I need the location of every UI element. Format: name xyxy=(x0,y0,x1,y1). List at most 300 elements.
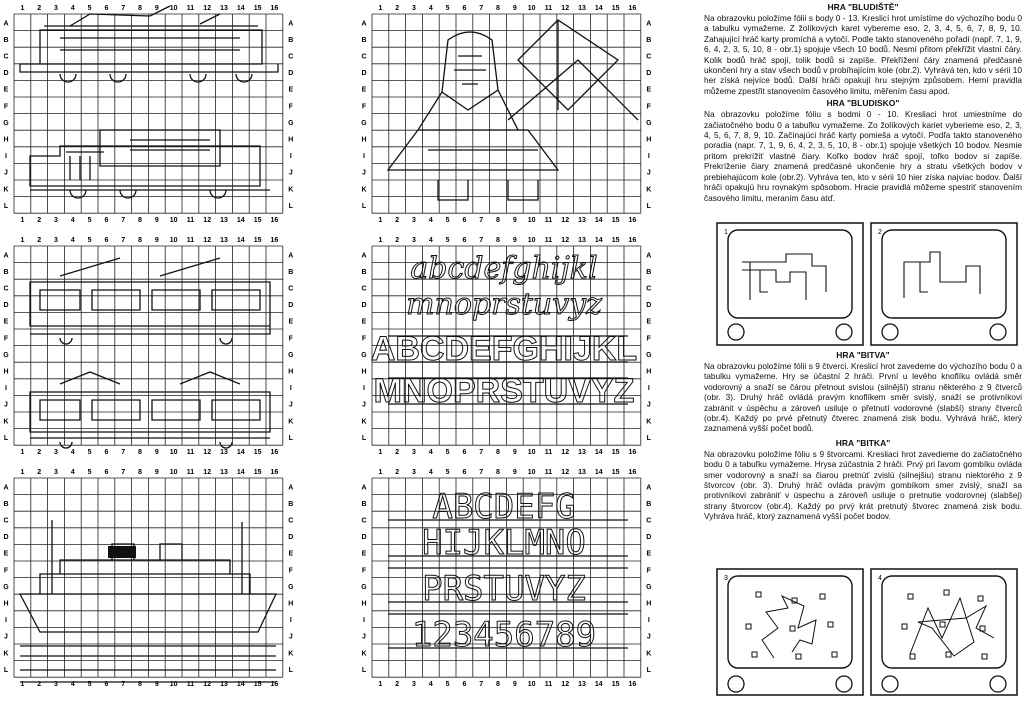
col-label-top: 16 xyxy=(270,237,279,244)
row-label-right: D xyxy=(288,302,294,310)
col-label-bottom: 8 xyxy=(496,681,500,689)
col-label-top: 12 xyxy=(561,237,570,244)
row-label-right: A xyxy=(288,20,294,28)
row-label-right: C xyxy=(288,285,294,293)
row-label-left: J xyxy=(4,633,8,641)
row-label-right: K xyxy=(288,418,294,426)
col-label-top: 13 xyxy=(578,469,586,476)
col-label-top: 4 xyxy=(428,5,433,12)
row-label-right: L xyxy=(288,202,293,210)
row-label-right: A xyxy=(288,484,294,492)
row-label-left: E xyxy=(3,318,9,326)
row-label-right: H xyxy=(288,600,294,608)
col-label-bottom: 13 xyxy=(578,217,586,225)
row-label-right: F xyxy=(646,103,651,111)
col-label-top: 14 xyxy=(594,237,603,244)
row-label-right: D xyxy=(288,70,294,78)
row-label-left: C xyxy=(361,53,367,61)
grid-svg xyxy=(0,464,292,697)
col-label-bottom: 16 xyxy=(270,681,279,689)
col-label-top: 7 xyxy=(121,469,126,476)
col-label-top: 2 xyxy=(37,5,42,12)
col-label-bottom: 6 xyxy=(104,681,109,689)
figure-3-svg xyxy=(716,568,864,696)
row-label-right: J xyxy=(288,401,293,409)
row-label-right: K xyxy=(646,650,652,658)
row-label-left: A xyxy=(361,484,367,492)
section-title-bitka: HRA "BITKA" xyxy=(835,437,891,448)
row-label-right: K xyxy=(646,418,652,426)
row-label-left: G xyxy=(361,351,367,359)
rules-column xyxy=(704,2,1022,205)
col-label-top: 11 xyxy=(186,5,195,12)
row-label-right: H xyxy=(646,368,652,376)
col-label-bottom: 12 xyxy=(561,681,570,689)
row-label-right: A xyxy=(646,252,652,260)
row-label-right: G xyxy=(288,351,294,359)
col-label-top: 4 xyxy=(70,5,75,12)
row-label-right: F xyxy=(288,103,293,111)
col-label-top: 2 xyxy=(395,237,400,244)
col-label-bottom: 15 xyxy=(611,681,620,689)
col-label-top: 1 xyxy=(20,5,25,12)
rules-column-lower xyxy=(704,350,1022,524)
row-label-left: H xyxy=(361,368,367,376)
row-label-right: I xyxy=(647,385,650,393)
row-label-left: L xyxy=(361,202,367,210)
col-label-top: 4 xyxy=(428,469,433,476)
row-label-right: H xyxy=(288,136,294,144)
col-label-bottom: 14 xyxy=(236,217,245,225)
col-label-top: 16 xyxy=(270,469,279,476)
grid-svg xyxy=(358,0,650,230)
row-label-left: E xyxy=(3,550,9,558)
col-label-bottom: 1 xyxy=(20,217,25,225)
section-body-bitka: Na obrazovku položíme fóliu s 9 štvorcami. Kresliaci hrot zavedieme do začiatočného bodu 0 a tabuľku vymažeme. Hrysa zúčastnia 2 hráči. Prvý pri ľavom gombíku ovláda smer vodorovný a snaží sa čiarou pretnúť zvislú (silnejšiu) stranu niektorého z 9 štvorcov (obr. 3). Druhý hráč ovláda pravým gombíkom smer zvislý, snaží sa protivníkovi zabrániť v úspechu a zároveň usiluje o pretnutie vodorovnej (slabšej) strany štvorcov (obr.4). Každý po prvý krát pretnutý štvorec znamená zisk bodu. Vyhráva hráč, ktorý zaznamená vyšší počet bodov. xyxy=(704,448,1022,522)
col-label-top: 10 xyxy=(527,237,536,244)
row-label-right: L xyxy=(288,666,293,674)
panel-stencil-letters xyxy=(358,464,650,697)
row-label-right: C xyxy=(646,517,652,525)
row-label-right: D xyxy=(646,302,652,310)
row-label-left: A xyxy=(361,252,367,260)
col-label-top: 6 xyxy=(104,469,109,476)
col-label-bottom: 12 xyxy=(203,681,212,689)
row-label-right: B xyxy=(646,36,652,44)
col-label-top: 3 xyxy=(54,237,58,244)
col-label-bottom: 7 xyxy=(479,681,484,689)
row-label-right: E xyxy=(646,86,652,94)
col-label-top: 5 xyxy=(87,469,92,476)
col-label-bottom: 2 xyxy=(395,217,400,225)
row-label-right: F xyxy=(646,335,651,343)
row-label-left: C xyxy=(3,517,9,525)
section-title-bludiste: HRA "BLUDIŠTĚ" xyxy=(827,2,899,12)
col-label-bottom: 14 xyxy=(236,449,245,457)
col-label-top: 2 xyxy=(37,469,42,476)
panel-script-letters xyxy=(358,232,650,462)
section-title-bludisko: HRA "BLUDISKO" xyxy=(826,98,900,109)
panel-electric-locomotive xyxy=(0,0,292,230)
row-label-left: J xyxy=(362,401,366,409)
col-label-top: 3 xyxy=(54,5,58,12)
grid-lines xyxy=(14,14,283,213)
col-label-bottom: 4 xyxy=(428,217,433,225)
col-label-top: 15 xyxy=(611,237,620,244)
col-label-top: 10 xyxy=(527,5,536,12)
figure-1-svg xyxy=(716,222,864,346)
row-label-left: I xyxy=(5,385,7,393)
row-label-right: L xyxy=(288,434,293,442)
col-label-top: 11 xyxy=(186,237,195,244)
col-label-top: 16 xyxy=(628,237,637,244)
col-label-bottom: 8 xyxy=(496,217,500,225)
col-label-bottom: 7 xyxy=(121,681,126,689)
row-label-right: G xyxy=(646,351,652,359)
row-label-left: H xyxy=(361,600,367,608)
stencil-line-2: HIJKLMNO xyxy=(422,523,586,563)
col-label-bottom: 1 xyxy=(378,681,383,689)
col-label-bottom: 10 xyxy=(527,449,536,457)
row-label-right: J xyxy=(288,633,293,641)
col-label-top: 7 xyxy=(121,237,126,244)
col-label-bottom: 5 xyxy=(445,217,450,225)
col-label-top: 3 xyxy=(54,469,58,476)
row-label-left: C xyxy=(3,285,9,293)
col-label-top: 7 xyxy=(121,5,126,12)
col-label-top: 8 xyxy=(138,5,142,12)
row-label-left: G xyxy=(361,583,367,591)
col-label-top: 14 xyxy=(236,469,245,476)
col-label-bottom: 2 xyxy=(395,681,400,689)
col-label-bottom: 5 xyxy=(445,449,450,457)
row-label-right: J xyxy=(646,401,651,409)
row-label-right: A xyxy=(288,252,294,260)
row-label-right: B xyxy=(288,500,294,508)
stencil-line-3: PRSTUVYZ xyxy=(422,569,586,609)
col-label-bottom: 7 xyxy=(121,217,126,225)
col-label-top: 7 xyxy=(479,469,484,476)
col-label-bottom: 8 xyxy=(138,681,142,689)
figure-4-label: 4 xyxy=(878,575,882,582)
row-label-right: K xyxy=(646,186,652,194)
row-label-left: F xyxy=(3,103,9,111)
row-label-left: K xyxy=(361,186,367,194)
row-label-right: C xyxy=(646,53,652,61)
col-label-bottom: 5 xyxy=(87,449,92,457)
col-label-bottom: 13 xyxy=(220,217,228,225)
col-label-top: 6 xyxy=(462,5,467,12)
col-label-bottom: 3 xyxy=(412,681,416,689)
row-label-right: B xyxy=(646,500,652,508)
col-label-top: 8 xyxy=(496,5,500,12)
col-label-top: 13 xyxy=(220,5,228,12)
row-label-right: D xyxy=(288,534,294,542)
row-label-left: G xyxy=(3,119,9,127)
row-label-right: F xyxy=(288,335,293,343)
col-label-bottom: 6 xyxy=(104,217,109,225)
col-label-bottom: 11 xyxy=(186,449,195,457)
row-label-right: E xyxy=(288,318,294,326)
cursive-line-1: abcdefghijkl xyxy=(410,251,598,286)
section-body-bludiste: Na obrazovku položíme fólii s body 0 - 13. Kreslicí hrot umístíme do výchozího bodu 0 a tabulku vymažeme. Z žolíkových karet vybereme eso, 2, 3, 4, 5, 6, 7, 8, 9, 10. Zahajující hráč karty promíchá a vytočí. Podle takto stanoveného pořadí (např. 7, 1, 9, 6, 4, 2, 3, 5, 10, 8 - obr.1) spojuje všech 10 bodů. Nesmí přitom překřížit vlastní čáry. Kolik bodů hráč spojí, tolik bodů si zapíše. Překřížení čáry znamená předčasné ukončení hry a stav všech bodů v probíhajícím kole (obr.2). Vyhrává ten, kdo v sérii 10 her získá nejvíce bodů. Další hráči opakují hru stejným způsobem. Herní pravidla můžeme zpestřit stanovením časového limitu, měřením času apod. xyxy=(704,13,1022,96)
col-label-top: 15 xyxy=(253,5,262,12)
col-label-bottom: 7 xyxy=(479,449,484,457)
col-label-bottom: 3 xyxy=(54,681,58,689)
col-label-top: 1 xyxy=(378,237,383,244)
figure-4-screen xyxy=(870,568,1018,696)
row-label-left: G xyxy=(361,119,367,127)
col-label-bottom: 14 xyxy=(594,449,603,457)
col-label-top: 9 xyxy=(512,5,517,12)
col-label-bottom: 16 xyxy=(270,217,279,225)
col-label-bottom: 11 xyxy=(544,681,553,689)
col-label-bottom: 3 xyxy=(412,217,416,225)
col-label-top: 1 xyxy=(378,5,383,12)
col-label-top: 16 xyxy=(270,5,279,12)
col-label-top: 14 xyxy=(594,5,603,12)
row-label-right: J xyxy=(646,633,651,641)
col-label-bottom: 2 xyxy=(37,217,42,225)
panel-ship xyxy=(0,464,292,697)
row-label-left: K xyxy=(3,650,9,658)
col-label-top: 11 xyxy=(186,469,195,476)
col-label-bottom: 13 xyxy=(578,449,586,457)
grid-svg xyxy=(358,464,650,697)
col-label-top: 11 xyxy=(544,5,553,12)
panel-tram xyxy=(0,232,292,462)
col-label-bottom: 2 xyxy=(395,449,400,457)
row-label-left: L xyxy=(3,666,9,674)
figure-1-screen xyxy=(716,222,864,346)
row-label-right: I xyxy=(289,385,292,393)
row-label-left: B xyxy=(361,268,367,276)
row-label-left: D xyxy=(3,534,9,542)
col-label-bottom: 13 xyxy=(578,681,586,689)
col-label-top: 13 xyxy=(578,5,586,12)
col-label-bottom: 8 xyxy=(138,449,142,457)
col-label-bottom: 16 xyxy=(270,449,279,457)
col-label-top: 5 xyxy=(445,5,450,12)
row-label-right: B xyxy=(288,268,294,276)
row-label-right: L xyxy=(646,434,651,442)
col-label-bottom: 1 xyxy=(20,449,25,457)
row-label-right: B xyxy=(646,268,652,276)
row-label-left: F xyxy=(361,335,367,343)
col-label-top: 15 xyxy=(611,469,620,476)
col-label-top: 12 xyxy=(203,237,212,244)
row-label-right: J xyxy=(646,169,651,177)
col-label-top: 1 xyxy=(378,469,383,476)
col-label-bottom: 13 xyxy=(220,681,228,689)
col-label-top: 6 xyxy=(104,237,109,244)
col-label-top: 10 xyxy=(169,237,178,244)
row-label-right: E xyxy=(288,86,294,94)
col-label-bottom: 15 xyxy=(611,217,620,225)
col-label-top: 9 xyxy=(512,237,517,244)
col-label-top: 8 xyxy=(138,237,142,244)
row-label-left: C xyxy=(3,53,9,61)
row-label-left: H xyxy=(3,136,9,144)
col-label-top: 13 xyxy=(220,237,228,244)
col-label-bottom: 11 xyxy=(186,217,195,225)
row-label-left: B xyxy=(361,500,367,508)
row-label-right: H xyxy=(288,368,294,376)
stencil-line-4: 123456789 xyxy=(411,615,597,655)
row-label-right: J xyxy=(288,169,293,177)
col-label-bottom: 1 xyxy=(378,217,383,225)
col-label-top: 8 xyxy=(138,469,142,476)
col-label-bottom: 14 xyxy=(594,681,603,689)
row-label-right: K xyxy=(288,650,294,658)
col-label-top: 9 xyxy=(512,469,517,476)
row-label-right: I xyxy=(647,153,650,161)
row-label-left: D xyxy=(3,70,9,78)
row-label-right: E xyxy=(288,550,294,558)
row-label-left: A xyxy=(3,20,9,28)
line-drawing xyxy=(20,6,278,198)
col-label-bottom: 3 xyxy=(54,449,58,457)
col-label-top: 15 xyxy=(253,237,262,244)
row-label-left: F xyxy=(361,567,367,575)
col-label-top: 12 xyxy=(561,469,570,476)
col-label-bottom: 2 xyxy=(37,449,42,457)
col-label-bottom: 3 xyxy=(54,217,58,225)
row-label-right: F xyxy=(288,567,293,575)
row-label-right: B xyxy=(288,36,294,44)
row-label-left: B xyxy=(361,36,367,44)
row-label-left: A xyxy=(3,252,9,260)
col-label-top: 2 xyxy=(395,5,400,12)
col-label-top: 2 xyxy=(395,469,400,476)
grid-svg xyxy=(0,0,292,230)
col-label-top: 14 xyxy=(236,5,245,12)
row-label-left: J xyxy=(4,169,8,177)
col-label-bottom: 10 xyxy=(169,681,178,689)
row-label-left: L xyxy=(3,434,9,442)
row-label-right: I xyxy=(289,153,292,161)
col-label-top: 10 xyxy=(169,5,178,12)
col-label-top: 3 xyxy=(412,5,416,12)
col-label-bottom: 5 xyxy=(445,681,450,689)
stencil-line-1: ABCDEFG xyxy=(432,487,576,527)
col-label-bottom: 15 xyxy=(253,681,262,689)
row-label-left: E xyxy=(3,86,9,94)
col-label-bottom: 16 xyxy=(628,449,637,457)
col-label-bottom: 14 xyxy=(236,681,245,689)
figure-2-label: 2 xyxy=(878,229,882,236)
row-label-left: I xyxy=(5,153,7,161)
col-label-bottom: 10 xyxy=(527,217,536,225)
row-label-right: G xyxy=(646,119,652,127)
figure-3-screen xyxy=(716,568,864,696)
col-label-bottom: 13 xyxy=(220,449,228,457)
row-label-left: J xyxy=(4,401,8,409)
grid-lines xyxy=(14,246,283,445)
row-label-left: L xyxy=(3,202,9,210)
col-label-bottom: 10 xyxy=(169,449,178,457)
grid-svg xyxy=(0,232,292,462)
col-label-bottom: 7 xyxy=(121,449,126,457)
col-label-bottom: 8 xyxy=(138,217,142,225)
col-label-top: 9 xyxy=(154,237,159,244)
row-label-left: L xyxy=(361,666,367,674)
row-label-right: L xyxy=(646,666,651,674)
col-label-bottom: 9 xyxy=(512,449,517,457)
row-label-right: C xyxy=(646,285,652,293)
row-label-left: G xyxy=(3,583,9,591)
row-label-left: I xyxy=(363,385,365,393)
row-label-right: I xyxy=(647,617,650,625)
col-label-bottom: 4 xyxy=(70,681,75,689)
col-label-bottom: 4 xyxy=(428,681,433,689)
figure-2-svg xyxy=(870,222,1018,346)
col-label-top: 5 xyxy=(87,237,92,244)
col-label-top: 5 xyxy=(87,5,92,12)
row-label-left: E xyxy=(361,318,367,326)
col-label-bottom: 4 xyxy=(428,449,433,457)
col-label-bottom: 6 xyxy=(462,449,467,457)
col-label-top: 7 xyxy=(479,5,484,12)
row-label-left: C xyxy=(361,517,367,525)
row-label-left: I xyxy=(5,617,7,625)
row-label-right: A xyxy=(646,484,652,492)
col-label-top: 4 xyxy=(70,237,75,244)
row-label-left: G xyxy=(3,351,9,359)
col-label-top: 16 xyxy=(628,469,637,476)
col-label-top: 10 xyxy=(527,469,536,476)
col-label-bottom: 12 xyxy=(203,449,212,457)
col-label-bottom: 4 xyxy=(70,449,75,457)
col-label-top: 6 xyxy=(462,469,467,476)
col-label-bottom: 12 xyxy=(203,217,212,225)
col-label-top: 12 xyxy=(203,5,212,12)
row-label-left: D xyxy=(361,70,367,78)
section-body-bludisko: Na obrazovku položíme fóliu s bodmi 0 - 10. Kresliaci hrot umiestníme do začiatočného bodu 0 a tabuľku vymažeme. Zo žolíkových kariet vyberieme eso, 2, 3, 4, 5, 6, 7, 8, 9, 10. Začínajúci hráč karty pomieša a vytočí. Podľa takto stanoveného poradia (napr. 7, 1, 9, 6, 4, 2, 3, 5, 10, 8 - obr.1) spojuje všetkých 10 bodov. Nesmie pritom prekrížiť vlastné čiary. Koľko bodov hráč spojí, toľko bodov si zapíše. Prekríženie čiary znamená predčasné ukončenie hry a stratu všetkých bodov v prebiehajúcom kole (obr.2). Vyhráva ten, kto v sérii 10 hier získa najviac bodov. Ďalší hráči opakujú hru rovnakým spôsobom. Hracie pravidlá môžeme spestriť stanovením časového limitu, meraním času atď. xyxy=(704,109,1022,203)
col-label-bottom: 12 xyxy=(561,217,570,225)
col-label-bottom: 6 xyxy=(462,217,467,225)
row-label-left: K xyxy=(361,650,367,658)
col-label-bottom: 8 xyxy=(496,449,500,457)
col-label-bottom: 6 xyxy=(104,449,109,457)
figure-1-label: 1 xyxy=(724,229,728,236)
row-label-right: C xyxy=(288,517,294,525)
figure-3-label: 3 xyxy=(724,575,728,582)
row-label-left: D xyxy=(3,302,9,310)
row-label-right: G xyxy=(646,583,652,591)
col-label-bottom: 16 xyxy=(628,681,637,689)
line-drawing xyxy=(30,258,270,448)
col-label-top: 8 xyxy=(496,469,500,476)
col-label-top: 4 xyxy=(70,469,75,476)
col-label-bottom: 9 xyxy=(512,681,517,689)
col-label-bottom: 15 xyxy=(253,217,262,225)
col-label-top: 14 xyxy=(594,469,603,476)
row-label-left: F xyxy=(3,567,9,575)
row-label-left: K xyxy=(3,418,9,426)
row-label-left: I xyxy=(363,153,365,161)
row-label-left: B xyxy=(3,36,9,44)
row-label-right: D xyxy=(646,70,652,78)
row-label-right: L xyxy=(646,202,651,210)
col-label-bottom: 9 xyxy=(154,681,159,689)
row-label-right: C xyxy=(288,53,294,61)
row-label-right: A xyxy=(646,20,652,28)
row-label-right: D xyxy=(646,534,652,542)
col-label-bottom: 1 xyxy=(378,449,383,457)
col-label-top: 12 xyxy=(561,5,570,12)
row-label-left: E xyxy=(361,86,367,94)
